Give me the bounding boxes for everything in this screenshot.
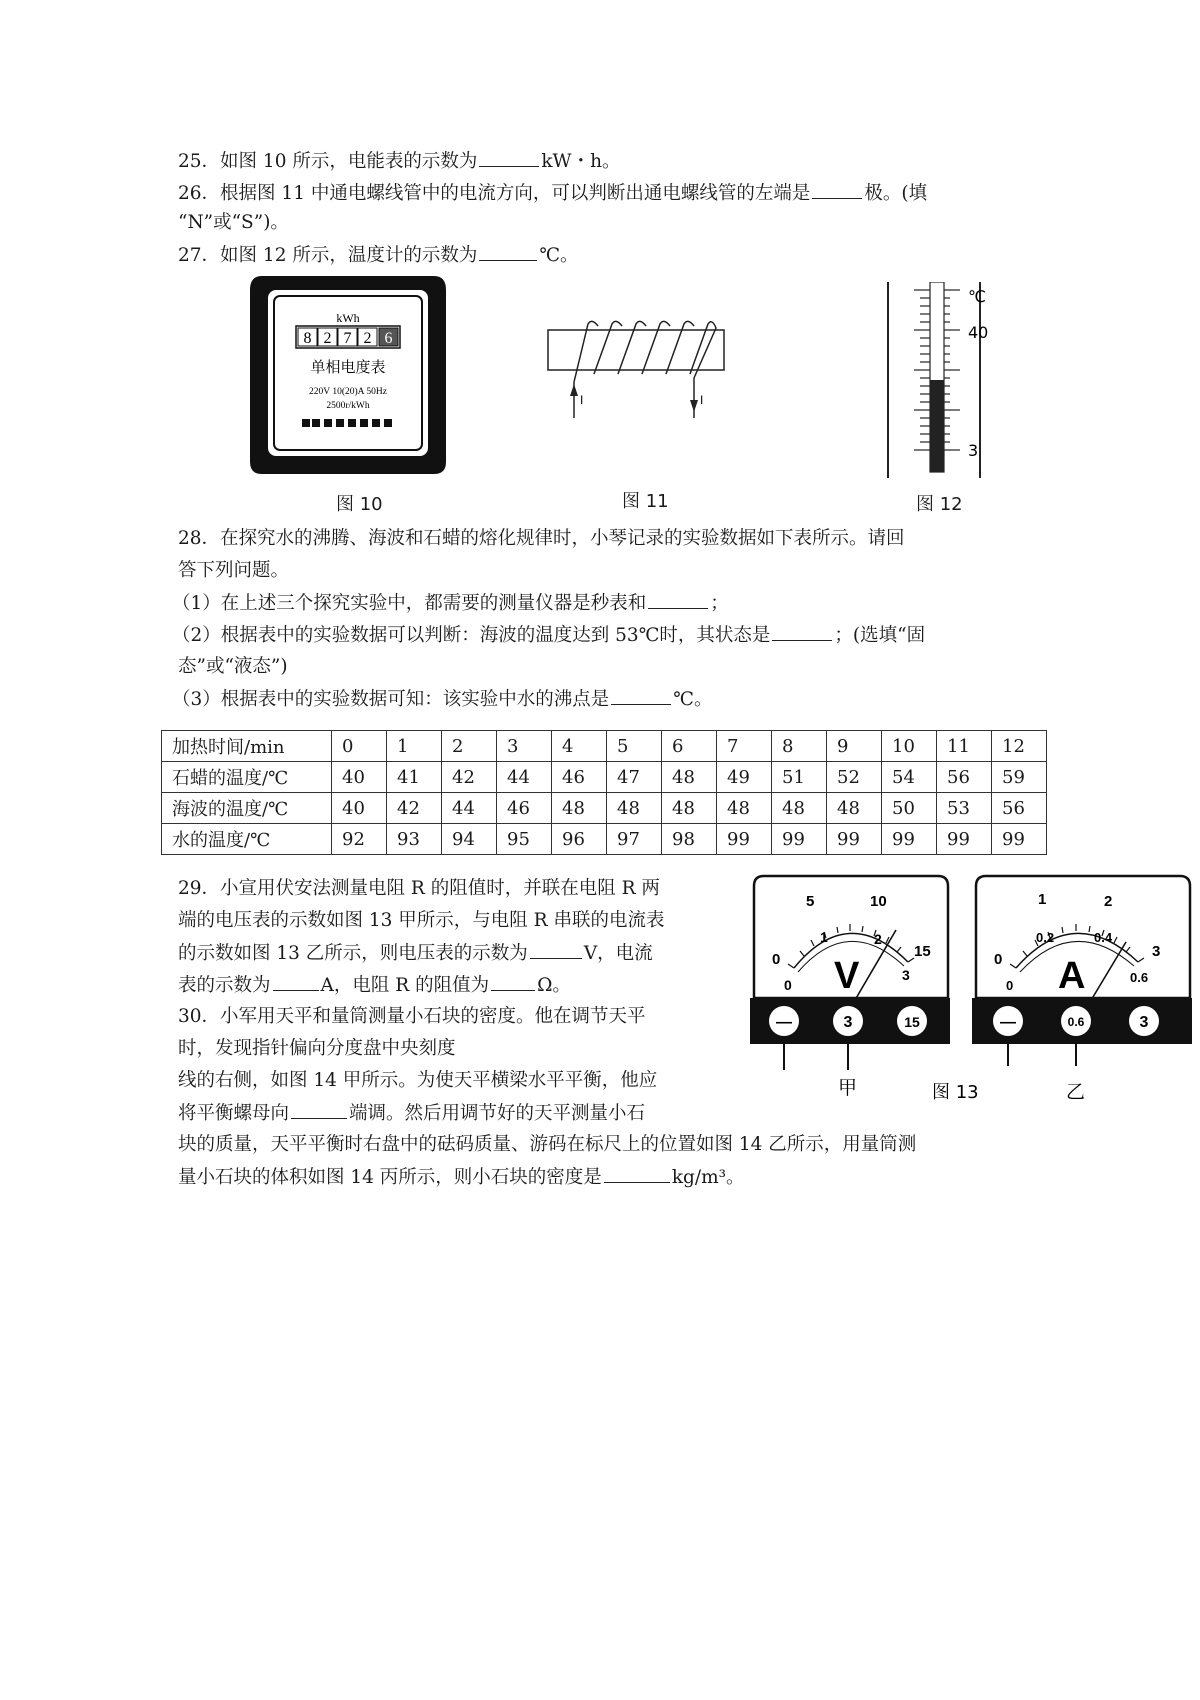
fig13-meters (748, 872, 1192, 1112)
meter-rev: 2500r/kWh (326, 401, 370, 411)
answer-blank (812, 178, 862, 199)
amp-scale-inner-06: 0.6 (1130, 970, 1149, 985)
table-cell: 4 (552, 731, 607, 762)
thermo-label-top: 40 (968, 323, 989, 342)
q29-line1: 29．小宣用伏安法测量电阻 R 的阻值时，并联在电阻 R 两 (178, 878, 660, 899)
current-label-right: I (700, 393, 704, 407)
table-cell: 50 (882, 793, 937, 824)
table-cell: 8 (772, 731, 827, 762)
q30-line5: 块的质量，天平平衡时右盘中的砝码质量、游码在标尺上的位置如图 14 乙所示，用量筒测 (178, 1134, 917, 1155)
volt-scale-inner-3: 3 (902, 967, 910, 983)
table-cell: 99 (772, 824, 827, 855)
q29-line3: 的示数如图 13 乙所示，则电压表的示数为 V，电流 (178, 938, 653, 969)
table-cell: 48 (607, 793, 662, 824)
answer-blank (772, 620, 832, 641)
table-cell: 石蜡的温度/℃ (162, 762, 332, 793)
q28-sub3: （3）根据表中的实验数据可知：该实验中水的沸点是 ℃。 (172, 684, 712, 715)
q28-line2: 答下列问题。 (178, 560, 290, 581)
table-cell: 6 (662, 731, 717, 762)
table-row (162, 824, 1047, 855)
amp-scale-outer-0: 0 (994, 951, 1003, 968)
amp-scale-inner-04: 0.4 (1094, 930, 1113, 945)
voltmeter-label: 甲 (838, 1077, 858, 1099)
table-cell: 48 (772, 793, 827, 824)
meter-spec: 220V 10(20)A 50Hz (309, 387, 387, 397)
amp-scale-outer-1: 1 (1038, 891, 1047, 908)
table-cell: 99 (827, 824, 882, 855)
answer-blank (273, 970, 319, 991)
table-cell: 52 (827, 762, 882, 793)
q30-line1: 30．小军用天平和量筒测量小石块的密度。他在调节天平 (178, 1006, 646, 1027)
q28-sub2: （2）根据表中的实验数据可以判断：海波的温度达到 53℃时，其状态是 ；(选填“固 (172, 620, 925, 651)
fig11-solenoid (544, 318, 734, 428)
table-cell: 99 (717, 824, 772, 855)
meter-unit: kWh (336, 311, 360, 325)
table-cell: 5 (607, 731, 662, 762)
table-cell: 42 (442, 762, 497, 793)
table-cell: 2 (442, 731, 497, 762)
q27: 27．如图 12 所示，温度计的示数为 ℃。 (178, 240, 579, 271)
table-cell: 7 (717, 731, 772, 762)
meter-digit: 8 (303, 330, 312, 347)
q25: 25．如图 10 所示，电能表的示数为 kW・h。 (178, 146, 620, 177)
answer-blank (479, 146, 539, 167)
table-cell: 53 (937, 793, 992, 824)
q30-line3: 线的右侧，如图 14 甲所示。为使天平横梁水平平衡，他应 (178, 1070, 658, 1091)
table-cell: 54 (882, 762, 937, 793)
table-cell: 12 (992, 731, 1047, 762)
table-cell: 99 (882, 824, 937, 855)
answer-blank (648, 588, 708, 609)
table-cell: 46 (552, 762, 607, 793)
fig10-electric-meter (248, 276, 448, 476)
table-cell: 56 (992, 793, 1047, 824)
table-cell: 48 (717, 793, 772, 824)
table-cell: 93 (387, 824, 442, 855)
table-cell: 44 (497, 762, 552, 793)
meter-title: 单相电度表 (310, 358, 386, 376)
table-cell: 40 (332, 793, 387, 824)
table-cell: 水的温度/℃ (162, 824, 332, 855)
meter-digit: 2 (363, 330, 372, 347)
q28-sub1: （1）在上述三个探究实验中，都需要的测量仪器是秒表和 ； (172, 588, 729, 619)
amp-scale-outer-3: 3 (1152, 943, 1161, 960)
table-cell: 49 (717, 762, 772, 793)
table-cell: 44 (442, 793, 497, 824)
thermo-unit: ℃ (968, 287, 986, 306)
thermo-label-bottom: 3 (968, 441, 979, 460)
fig12-thermometer (884, 282, 994, 482)
table-cell: 42 (387, 793, 442, 824)
answer-blank (291, 1098, 347, 1119)
volt-symbol: V (834, 955, 860, 997)
fig10-caption: 图 10 (336, 494, 383, 515)
table-cell: 10 (882, 731, 937, 762)
table-cell: 40 (332, 762, 387, 793)
table-cell: 9 (827, 731, 882, 762)
table-row (162, 762, 1047, 793)
q29-line2: 端的电压表的示数如图 13 甲所示，与电阻 R 串联的电流表 (178, 910, 665, 931)
ammeter (972, 876, 1192, 1103)
amp-scale-outer-2: 2 (1104, 893, 1113, 910)
volt-scale-outer-15: 15 (914, 943, 931, 960)
table-cell: 95 (497, 824, 552, 855)
q28-line1: 28．在探究水的沸腾、海波和石蜡的熔化规律时，小琴记录的实验数据如下表所示。请回 (178, 528, 905, 549)
table-cell: 48 (662, 793, 717, 824)
table-cell: 56 (937, 762, 992, 793)
volt-terminal-neg: — (776, 1014, 792, 1031)
table-cell: 46 (497, 793, 552, 824)
table-cell: 59 (992, 762, 1047, 793)
q30-line6: 量小石块的体积如图 14 丙所示，则小石块的密度是 kg/m³。 (178, 1162, 745, 1193)
volt-scale-outer-10: 10 (870, 893, 887, 910)
answer-blank (491, 970, 535, 991)
volt-scale-outer-0: 0 (772, 951, 781, 968)
table-row (162, 793, 1047, 824)
table-cell: 11 (937, 731, 992, 762)
table-cell: 48 (552, 793, 607, 824)
table-cell: 3 (497, 731, 552, 762)
answer-blank (479, 240, 537, 261)
volt-terminal-3: 3 (843, 1014, 853, 1031)
table-cell: 加热时间/min (162, 731, 332, 762)
fig11-caption: 图 11 (622, 491, 669, 512)
q29-line4: 表的示数为 A，电阻 R 的阻值为 Ω。 (178, 970, 571, 1001)
q30-line2: 时，发现指针偏向分度盘中央刻度 (178, 1038, 456, 1059)
table-header-row (162, 731, 1047, 762)
amp-symbol: A (1058, 955, 1086, 997)
table-cell: 99 (937, 824, 992, 855)
q26-cont: “N”或“S”)。 (178, 212, 289, 233)
volt-scale-inner-0: 0 (784, 977, 792, 993)
table-cell: 99 (992, 824, 1047, 855)
amp-terminal-3: 3 (1139, 1014, 1149, 1031)
answer-blank (604, 1162, 670, 1183)
table-cell: 96 (552, 824, 607, 855)
table-cell: 0 (332, 731, 387, 762)
table-cell: 51 (772, 762, 827, 793)
table-cell: 41 (387, 762, 442, 793)
table-cell: 47 (607, 762, 662, 793)
fig13-caption: 图 13 (932, 1082, 979, 1103)
meter-digit: 2 (323, 330, 332, 347)
table-cell: 48 (662, 762, 717, 793)
table-cell: 98 (662, 824, 717, 855)
fig12-caption: 图 12 (916, 494, 963, 515)
amp-scale-inner-0: 0 (1006, 978, 1014, 993)
voltmeter (750, 876, 950, 1099)
q30-line4: 将平衡螺母向 端调。然后用调节好的天平测量小石 (178, 1098, 645, 1129)
amp-scale-inner-02: 0.2 (1036, 930, 1055, 945)
q26: 26．根据图 11 中通电螺线管中的电流方向，可以判断出通电螺线管的左端是 极。(填 (178, 178, 927, 209)
table-cell: 94 (442, 824, 497, 855)
q28-sub2-cont: 态”或“液态”) (178, 656, 288, 677)
volt-terminal-15: 15 (904, 1014, 920, 1030)
volt-scale-inner-2: 2 (874, 931, 882, 947)
table-cell: 92 (332, 824, 387, 855)
meter-digit-decimal: 6 (384, 330, 393, 347)
table-cell: 1 (387, 731, 442, 762)
current-label-left: I (580, 393, 584, 407)
ammeter-label: 乙 (1066, 1081, 1086, 1103)
amp-terminal-neg: — (1000, 1014, 1016, 1031)
meter-digit: 7 (343, 330, 352, 347)
volt-scale-outer-5: 5 (806, 893, 815, 910)
answer-blank (530, 938, 582, 959)
table-cell: 海波的温度/℃ (162, 793, 332, 824)
answer-blank (611, 684, 671, 705)
volt-scale-inner-1: 1 (820, 929, 828, 945)
table-cell: 48 (827, 793, 882, 824)
experiment-table (161, 730, 1047, 855)
amp-terminal-06: 0.6 (1067, 1015, 1085, 1029)
table-cell: 97 (607, 824, 662, 855)
